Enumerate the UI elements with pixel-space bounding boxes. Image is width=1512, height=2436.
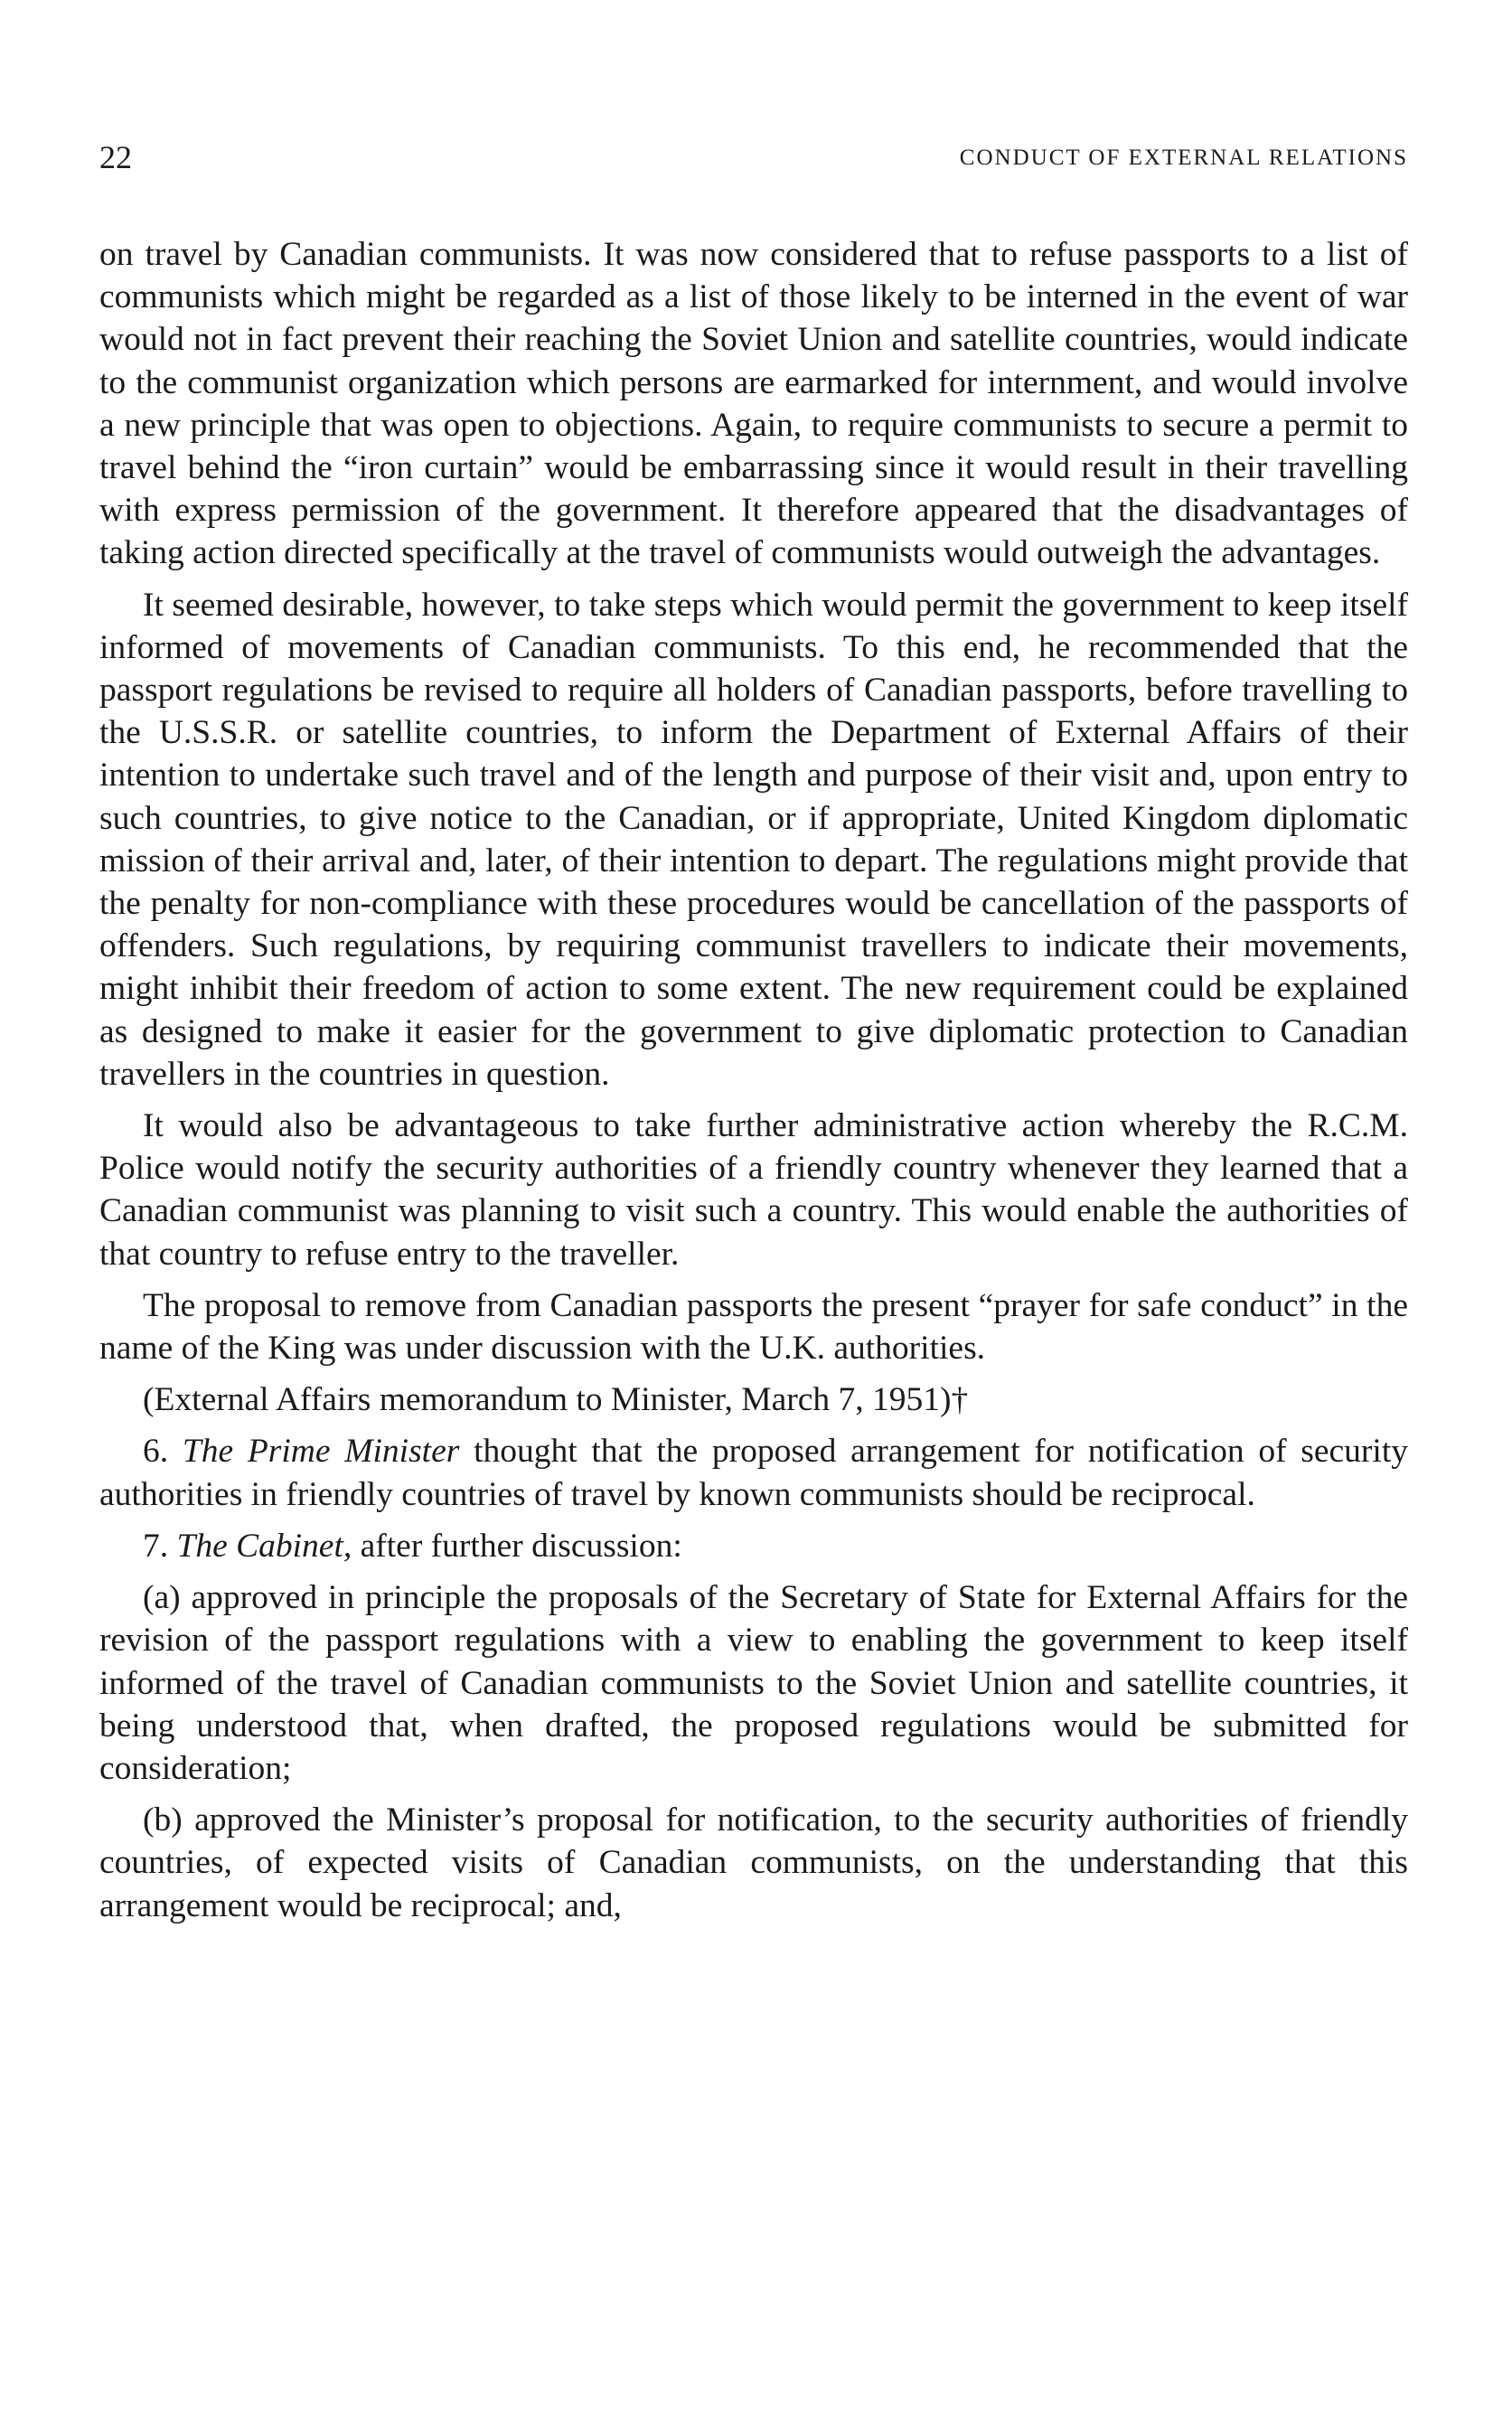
paragraph-rcmp-notification: It would also be advantageous to take further administrative action whereby the R.C.M. Police would notify the security authorities of a friendly country whenever they learned that a Canadian communist was planning to visit such a country. This would enable the authorities of that country to refuse entry to the traveller.	[99, 1107, 1408, 1273]
item-7-number: 7.	[143, 1527, 169, 1565]
citation: (External Affairs memorandum to Minister, March 7, 1951)†	[143, 1381, 969, 1419]
page-header	[99, 137, 1408, 183]
sub-item-b: (b) approved the Minister’s proposal for notification, to the security authorities of friendly countries, of expected visits of Canadian communists, on the understanding that this arrangement would be reciprocal; and,	[99, 1801, 1408, 1924]
running-title: CONDUCT OF EXTERNAL RELATIONS	[959, 146, 1408, 170]
item-7	[99, 1525, 1408, 1567]
page-number: 22	[99, 139, 132, 175]
paragraph-prayer-safe-conduct: The proposal to remove from Canadian passports the present “prayer for safe conduct” in the name of the King was under discussion with the U.K. authorities.	[99, 1286, 1408, 1368]
item-7-text: after further discussion:	[352, 1527, 682, 1565]
paragraph-travel-communists: on travel by Canadian communists. It was now considered that to refuse passports to a list of communists which might be regarded as a list of those likely to be interned in the event of war would not in fact prevent their reaching the Soviet Union and satellite countries, would indicate to the communist organization which persons are earmarked for internment, and would involve a new principle that was open to objections. Again, to require communists to secure a permit to travel behind the “iron curtain” would be embarrassing since it would result in their travelling with express permission of the government. It therefore appeared that the disadvantages of taking action directed specifically at the travel of communists would outweigh the advantages.	[99, 236, 1408, 572]
item-6-number: 6.	[143, 1433, 169, 1471]
item-6-text: thought that the proposed arrangement for notification of security authorities in friendly countries of travel by known communists should be reciprocal.	[99, 1433, 1408, 1513]
item-6	[99, 1430, 1408, 1515]
body-text	[99, 233, 1408, 1936]
paragraph-passport-regulations: It seemed desirable, however, to take steps which would permit the government to keep itself informed of movements of Canadian communists. To this end, he recommended that the passport regulations be revised to require all holders of Canadian passports, before travelling to the U.S.S.R. or satellite countries, to inform the Department of External Affairs of their intention to undertake such travel and of the length and purpose of their visit and, upon entry to such countries, to give notice to the Canadian, or if appropriate, United Kingdom diplomatic mission of their arrival and, later, of their intention to depart. The regulations might provide that the penalty for non-compliance with these procedures would be cancellation of the passports of offenders. Such regulations, by requiring communist travellers to indicate their movements, might inhibit their freedom of action to some extent. The new requirement could be explained as designed to make it easier for the government to give diplomatic protection to Canadian travellers in the countries in question.	[99, 586, 1408, 1093]
sub-item-a: (a) approved in principle the proposals of the Secretary of State for External Affairs for the revision of the passport regulations with a view to enabling the government to keep itself informed of the travel of Canadian communists to the Soviet Union and satellite countries, it being understood that, when drafted, the proposed regulations would be submitted for consideration;	[99, 1579, 1408, 1787]
item-6-speaker: The Prime Minister	[182, 1433, 460, 1471]
item-7-speaker: The Cabinet,	[176, 1527, 352, 1565]
